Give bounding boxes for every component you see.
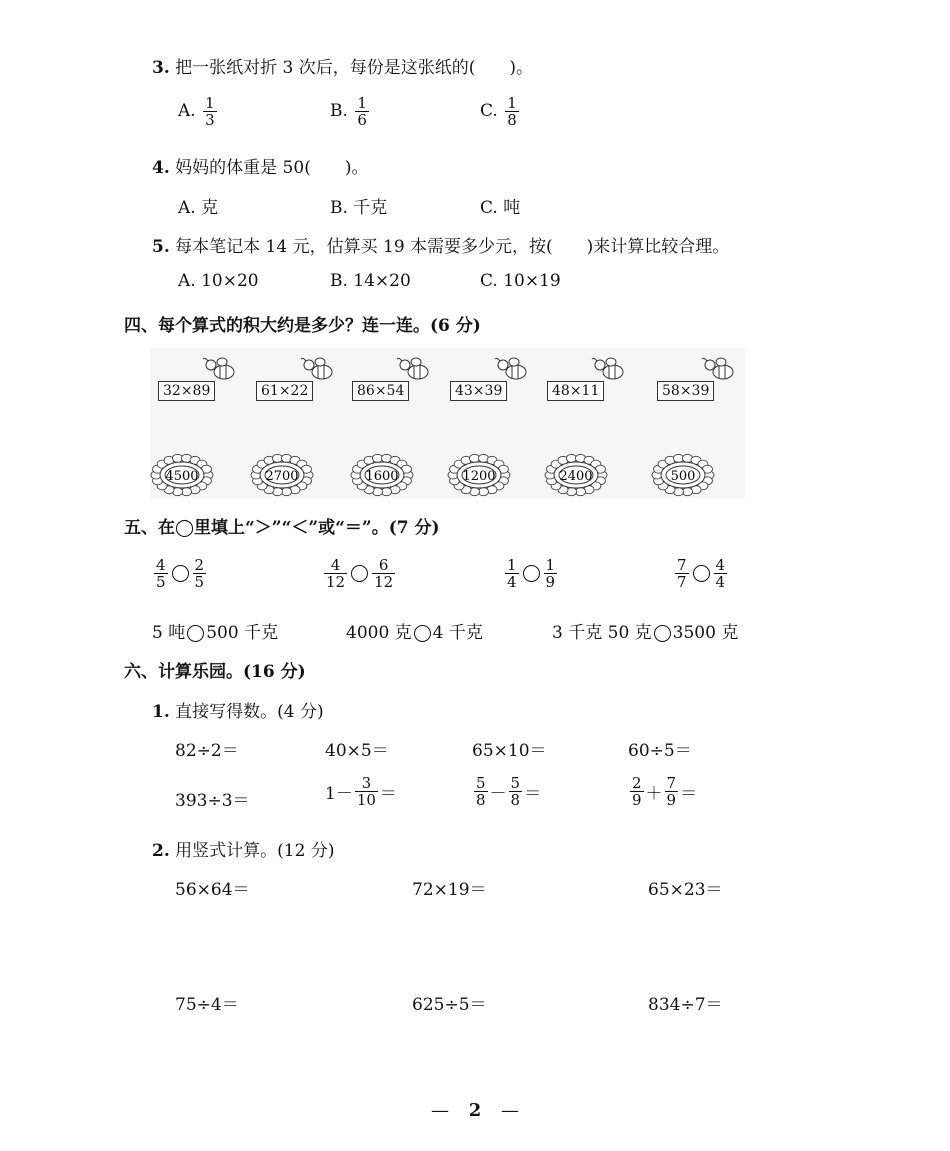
footer-dash-left: —	[431, 1100, 449, 1121]
part-1-number: 1.	[152, 702, 170, 722]
flower-result	[447, 453, 511, 497]
q3-a-num: 1	[205, 94, 215, 112]
part-1-heading	[152, 697, 324, 722]
q5-text: 每本笔记本 14 元，估算买 19 本需要多少元，按( )来计算比较合理。	[175, 237, 730, 257]
q4-text: 妈妈的体重是 50( )。	[175, 158, 369, 178]
vertical-calc-item: 625÷5＝	[412, 995, 487, 1015]
expression-box: 32×89	[158, 381, 215, 401]
calc-item: 82÷2＝	[175, 741, 239, 761]
bee-icon	[396, 356, 430, 386]
vertical-calc-item: 56×64＝	[175, 880, 250, 900]
calc-item-fraction-1: 1－ $\frac{3}{10}$ ＝	[325, 774, 397, 809]
frac-den: 5	[156, 573, 166, 591]
answer-circle[interactable]	[693, 565, 710, 582]
section-5-title: 五、在◯里填上“＞”“＜”或“＝”。(7 分)	[124, 518, 440, 538]
frac-den: 4	[715, 573, 726, 591]
question-3	[152, 53, 533, 78]
q3-c-num: 1	[507, 94, 517, 112]
unit-left: 5 吨	[152, 623, 186, 643]
bee-icon	[202, 356, 236, 386]
q3-option-b	[330, 95, 371, 128]
frac-den: 12	[374, 573, 394, 591]
bee-icon	[300, 356, 334, 386]
q4-option-a: A. 克	[178, 198, 219, 218]
expression-box: 43×39	[450, 381, 507, 401]
answer-circle[interactable]	[172, 565, 189, 582]
q3-option-b-label: B.	[330, 101, 348, 121]
result-value: 2700	[265, 469, 299, 484]
answer-circle[interactable]	[187, 625, 204, 642]
frac-den: 12	[326, 573, 346, 591]
q4-option-c: C. 吨	[480, 198, 521, 218]
answer-circle[interactable]	[654, 625, 671, 642]
compare-fraction-1	[152, 557, 208, 590]
answer-circle[interactable]	[414, 625, 431, 642]
page-footer	[0, 1100, 950, 1121]
page-number: 2	[468, 1100, 482, 1121]
bee-icon	[591, 356, 625, 386]
flower-result	[250, 453, 314, 497]
q3-option-c	[480, 95, 521, 128]
calc-item: 60÷5＝	[628, 741, 692, 761]
result-value: 4500	[165, 469, 199, 484]
frac-den: 4	[507, 573, 517, 591]
frac-den: 5	[194, 573, 205, 591]
compare-fraction-4	[673, 557, 729, 590]
vertical-calc-item: 834÷7＝	[648, 995, 723, 1015]
calc-item: 393÷3＝	[175, 791, 250, 811]
expression-box: 61×22	[256, 381, 313, 401]
section-6-title: 六、计算乐园。(16 分)	[124, 662, 306, 682]
section-4-title: 四、每个算式的积大约是多少？连一连。(6 分)	[124, 316, 481, 336]
q3-option-a-label: A.	[178, 101, 196, 121]
q3-option-a	[178, 95, 219, 128]
q4-option-b: B. 千克	[330, 198, 388, 218]
frac-num: 2	[194, 556, 205, 574]
flower-result	[350, 453, 414, 497]
part-2-text: 用竖式计算。(12 分)	[175, 841, 335, 861]
unit-left: 4000 克	[346, 623, 412, 643]
part-2-heading	[152, 836, 334, 861]
calc-item-fraction-2: $\frac{5}{8}$ － $\frac{5}{8}$ ＝	[476, 774, 542, 809]
compare-unit-1	[152, 618, 278, 643]
compare-unit-2	[346, 618, 483, 643]
unit-left: 3 千克 50 克	[552, 623, 652, 643]
q3-a-den: 3	[205, 111, 215, 129]
q3-text: 把一张纸对折 3 次后，每份是这张纸的( )。	[175, 58, 534, 78]
vertical-calc-item: 72×19＝	[412, 880, 487, 900]
flower-result	[544, 453, 608, 497]
question-5	[152, 232, 729, 257]
q5-option-c: C. 10×19	[480, 271, 561, 291]
frac-den: 7	[677, 573, 687, 591]
frac-den: 9	[545, 573, 556, 591]
flower-result	[150, 453, 214, 497]
part-2-number: 2.	[152, 841, 170, 861]
compare-fraction-2	[322, 557, 397, 590]
answer-circle[interactable]	[351, 565, 368, 582]
compare-unit-3	[552, 618, 738, 643]
calc-item: 40×5＝	[325, 741, 389, 761]
calc-item-fraction-3: $\frac{2}{9}$ ＋ $\frac{7}{9}$ ＝	[632, 774, 698, 809]
q5-number: 5.	[152, 237, 170, 257]
unit-right: 500 千克	[206, 623, 279, 643]
q5-option-b: B. 14×20	[330, 271, 411, 291]
footer-dash-right: —	[501, 1100, 519, 1121]
part-1-text: 直接写得数。(4 分)	[175, 702, 324, 722]
frac-num: 6	[378, 556, 389, 574]
calc-item: 65×10＝	[472, 741, 547, 761]
result-value: 1200	[462, 469, 496, 484]
q3-number: 3.	[152, 58, 170, 78]
q3-option-c-label: C.	[480, 101, 498, 121]
vertical-calc-item: 75÷4＝	[175, 995, 239, 1015]
unit-right: 4 千克	[432, 623, 483, 643]
expression-box: 48×11	[547, 381, 604, 401]
expression-box: 58×39	[657, 381, 714, 401]
compare-fraction-3	[503, 557, 559, 590]
bee-icon	[701, 356, 735, 386]
q3-b-den: 6	[357, 111, 367, 129]
frac-num: 4	[156, 556, 166, 574]
frac-num: 1	[545, 556, 556, 574]
frac-num: 1	[507, 556, 517, 574]
frac-num: 4	[330, 556, 341, 574]
answer-circle[interactable]	[523, 565, 540, 582]
q4-number: 4.	[152, 158, 170, 178]
frac-num: 7	[677, 556, 687, 574]
flower-result	[651, 453, 715, 497]
q3-c-den: 8	[507, 111, 517, 129]
unit-right: 3500 克	[672, 623, 739, 643]
result-value: 2400	[559, 469, 593, 484]
question-4	[152, 153, 368, 178]
q3-b-num: 1	[357, 94, 367, 112]
vertical-calc-item: 65×23＝	[648, 880, 723, 900]
result-value: 1600	[365, 469, 399, 484]
q5-option-a: A. 10×20	[178, 271, 259, 291]
result-value: 500	[670, 469, 696, 484]
expression-box: 86×54	[352, 381, 409, 401]
frac-num: 4	[715, 556, 726, 574]
bee-icon	[494, 356, 528, 386]
